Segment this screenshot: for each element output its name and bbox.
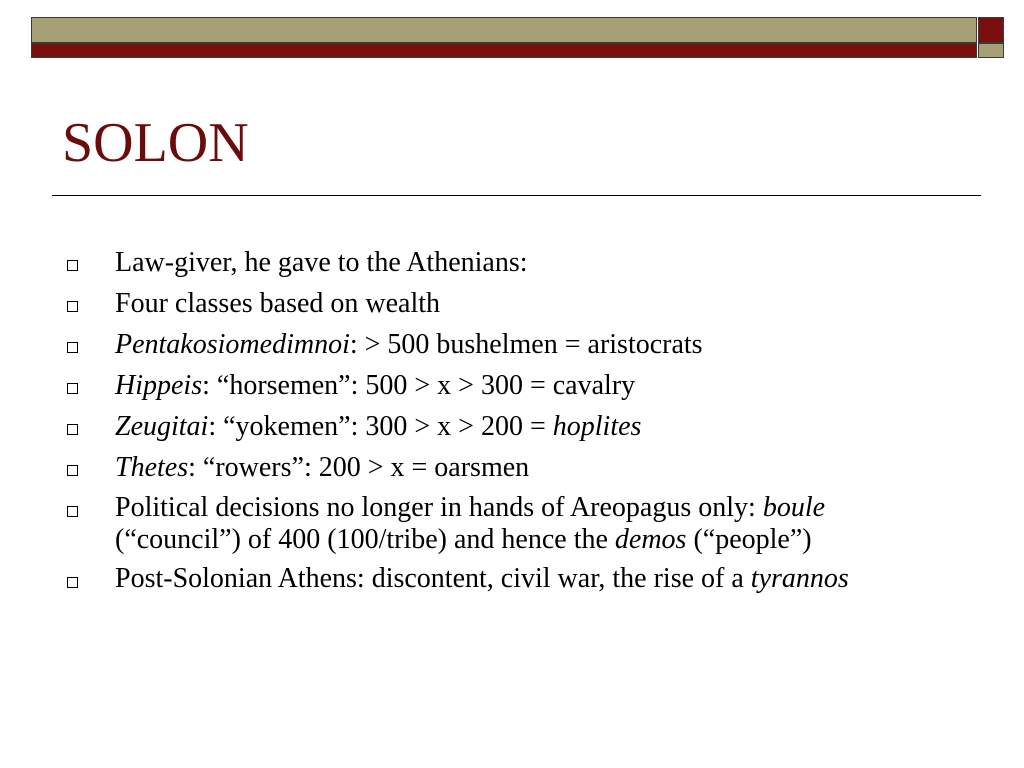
bullet-segment: (“people”) xyxy=(686,524,812,555)
hollow-square-bullet-icon xyxy=(67,342,78,353)
bullet-segment: : “yokemen”: 300 > x > 200 = xyxy=(208,411,553,442)
hollow-square-bullet-icon xyxy=(67,465,78,476)
bullet-item xyxy=(62,410,942,444)
hollow-square-bullet-icon xyxy=(67,260,78,271)
header-band-olive xyxy=(31,17,977,43)
hollow-square-bullet-icon xyxy=(67,383,78,394)
bullet-segment: Post-Solonian Athens: discontent, civil war, the rise of a xyxy=(115,563,751,594)
bullet-segment-italic: Zeugitai xyxy=(115,411,209,442)
bullet-text xyxy=(115,492,825,555)
bullet-text xyxy=(115,247,528,278)
bullet-segment: Four classes based on wealth xyxy=(115,288,441,319)
bullet-segment-italic: Thetes xyxy=(115,452,189,483)
bullet-text xyxy=(115,452,529,483)
bullet-text xyxy=(115,563,849,594)
bullet-segment-italic: demos xyxy=(614,524,687,555)
bullet-item xyxy=(62,369,942,403)
hollow-square-bullet-icon xyxy=(67,577,78,588)
hollow-square-bullet-icon xyxy=(67,301,78,312)
bullet-item xyxy=(62,246,942,280)
header-band-maroon xyxy=(31,43,977,58)
bullet-segment: : “rowers”: 200 > x = oarsmen xyxy=(188,452,530,483)
bullet-item xyxy=(62,492,942,556)
bullet-segment-italic: Pentakosiomedimnoi xyxy=(115,329,350,360)
bullet-text xyxy=(115,411,641,442)
hollow-square-bullet-icon xyxy=(67,506,78,517)
title-divider xyxy=(52,195,981,196)
bullet-segment-italic: boule xyxy=(762,492,826,523)
bullet-segment: (“council”) of 400 (100/tribe) and hence the xyxy=(115,524,615,555)
hollow-square-bullet-icon xyxy=(67,424,78,435)
bullet-text xyxy=(115,288,440,319)
bullet-segment: : “horsemen”: 500 > x > 300 = cavalry xyxy=(202,370,636,401)
bullet-text xyxy=(115,370,635,401)
bullet-item xyxy=(62,287,942,321)
header-square-maroon xyxy=(978,17,1004,43)
bullet-segment-italic: hoplites xyxy=(552,411,642,442)
bullet-segment-italic: tyrannos xyxy=(750,563,849,594)
bullet-item xyxy=(62,563,942,595)
bullet-list xyxy=(62,246,942,602)
bullet-text xyxy=(115,329,703,360)
bullet-segment: Political decisions no longer in hands of Areopagus only: xyxy=(115,492,763,523)
bullet-item xyxy=(62,328,942,362)
bullet-segment: Law-giver, he gave to the Athenians: xyxy=(115,247,528,278)
slide-title: SOLON xyxy=(62,112,249,174)
bullet-segment: : > 500 bushelmen = aristocrats xyxy=(349,329,703,360)
bullet-item xyxy=(62,451,942,485)
bullet-segment-italic: Hippeis xyxy=(115,370,203,401)
header-square-olive xyxy=(978,43,1004,58)
